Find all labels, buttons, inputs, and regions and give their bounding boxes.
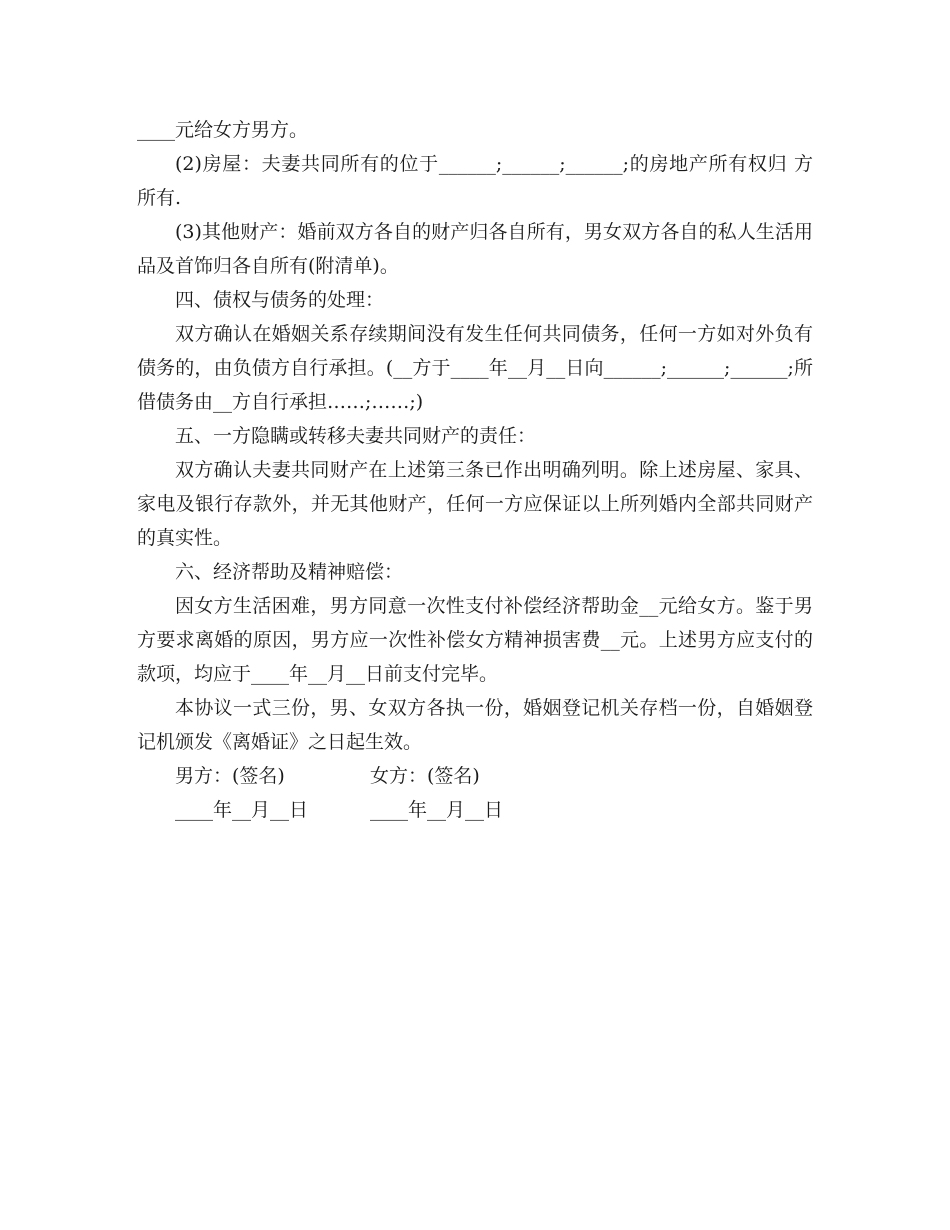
signature-dates-row	[137, 793, 813, 827]
female-signature-label: 女方：(签名)	[370, 765, 480, 787]
female-signature-date: ____年__月__日	[370, 799, 504, 821]
signature-labels-row	[137, 759, 813, 793]
paragraph-other-property: (3)其他财产：婚前双方各自的财产归各自所有，男女双方各自的私人生活用品及首饰归各自所有(附清单)。	[137, 221, 813, 277]
heading-debts: 四、债权与债务的处理：	[175, 289, 385, 311]
male-signature-label: 男方：(签名)	[175, 765, 285, 787]
male-signature-date: ____年__月__日	[175, 799, 309, 821]
paragraph-house: (2)房屋：夫妻共同所有的位于______;______;______;的房地产所有权归 方所有.	[137, 153, 813, 209]
heading-concealment: 五、一方隐瞒或转移夫妻共同财产的责任：	[175, 425, 537, 447]
heading-compensation: 六、经济帮助及精神赔偿：	[175, 561, 404, 583]
paragraph-concealment: 双方确认夫妻共同财产在上述第三条已作出明确列明。除上述房屋、家具、家电及银行存款外，并无其他财产，任何一方应保证以上所列婚内全部共同财产的真实性。	[137, 459, 813, 549]
paragraph-payment-continuation: ____元给女方男方。	[137, 119, 309, 141]
paragraph-effectiveness: 本协议一式三份，男、女双方各执一份，婚姻登记机关存档一份，自婚姻登记机颁发《离婚证》之日起生效。	[137, 697, 813, 753]
paragraph-compensation: 因女方生活困难，男方同意一次性支付补偿经济帮助金__元给女方。鉴于男方要求离婚的原因，男方应一次性补偿女方精神损害费__元。上述男方应支付的款项，均应于____年__月__日前支付完毕。	[137, 595, 813, 685]
paragraph-debts: 双方确认在婚姻关系存续期间没有发生任何共同债务，任何一方如对外负有债务的，由负债方自行承担。(__方于____年__月__日向______;______;______;所借债务由__方自行承担……;……;)	[137, 323, 813, 413]
